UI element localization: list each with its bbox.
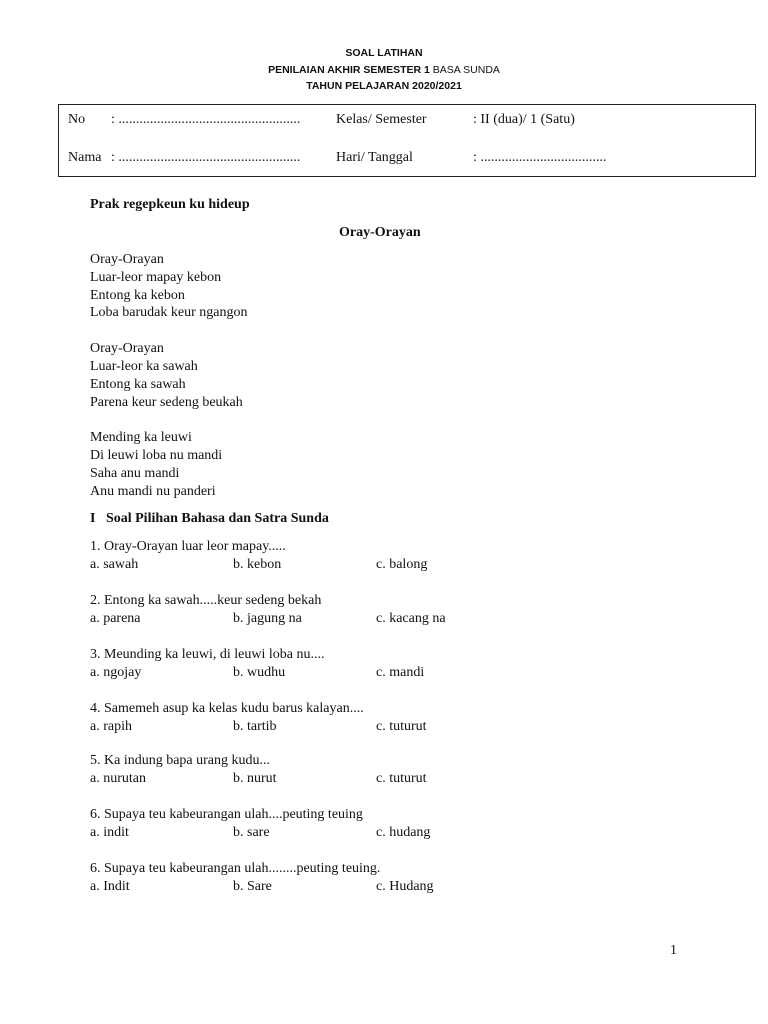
poem-line: Luar-leor ka sawah [90, 359, 198, 374]
section-title: I Soal Pilihan Bahasa dan Satra Sunda [90, 511, 329, 526]
header-subtitle-plain: BASA SUNDA [429, 64, 500, 76]
question-text: 6. Supaya teu kabeurangan ulah....peuting teuing [90, 807, 363, 822]
poem-line: Parena keur sedeng beukah [90, 395, 243, 410]
option-c: c. balong [376, 557, 428, 572]
option-a: a. sawah [90, 557, 139, 572]
poem-line: Mending ka leuwi [90, 430, 192, 445]
option-c: c. kacang na [376, 611, 446, 626]
option-b: b. sare [233, 825, 270, 840]
option-a: a. parena [90, 611, 141, 626]
question-text: 6. Supaya teu kabeurangan ulah........peuting teuing. [90, 861, 381, 876]
kelas-label: Kelas/ Semester [336, 112, 427, 127]
poem-line: Luar-leor mapay kebon [90, 270, 222, 285]
option-a: a. Indit [90, 879, 130, 894]
option-b: b. Sare [233, 879, 272, 894]
poem-line: Saha anu mandi [90, 466, 180, 481]
question-text: 2. Entong ka sawah.....keur sedeng bekah [90, 593, 322, 608]
kelas-value: : II (dua)/ 1 (Satu) [473, 112, 575, 127]
poem-line: Entong ka kebon [90, 288, 185, 303]
option-c: c. tuturut [376, 719, 427, 734]
poem-line: Loba barudak keur ngangon [90, 305, 248, 320]
question-text: 3. Meunding ka leuwi, di leuwi loba nu.... [90, 647, 325, 662]
option-c: c. Hudang [376, 879, 434, 894]
no-label: No [68, 112, 86, 127]
header-title: SOAL LATIHAN [345, 47, 423, 59]
question-text: 5. Ka indung bapa urang kudu... [90, 753, 271, 768]
option-a: a. ngojay [90, 665, 142, 680]
nama-field[interactable]: : .................................................... [111, 150, 301, 165]
option-b: b. tartib [233, 719, 277, 734]
question-text: 1. Oray-Orayan luar leor mapay..... [90, 539, 286, 554]
option-a: a. nurutan [90, 771, 146, 786]
option-c: c. hudang [376, 825, 431, 840]
poem-line: Anu mandi nu panderi [90, 484, 216, 499]
poem-line: Di leuwi loba nu mandi [90, 448, 223, 463]
poem-line: Oray-Orayan [90, 341, 164, 356]
no-field[interactable]: : .................................................... [111, 112, 301, 127]
header-subtitle-bold: PENILAIAN AKHIR SEMESTER 1 [268, 64, 430, 76]
option-b: b. kebon [233, 557, 282, 572]
option-a: a. indit [90, 825, 129, 840]
option-b: b. jagung na [233, 611, 302, 626]
instruction: Prak regepkeun ku hideup [90, 197, 250, 212]
option-b: b. wudhu [233, 665, 286, 680]
poem-title: Oray-Orayan [339, 225, 421, 240]
hari-label: Hari/ Tanggal [336, 150, 413, 165]
poem-line: Entong ka sawah [90, 377, 186, 392]
hari-field[interactable]: : .................................... [473, 150, 607, 165]
header-year: TAHUN PELAJARAN 2020/2021 [306, 80, 462, 92]
nama-label: Nama [68, 150, 102, 165]
option-a: a. rapih [90, 719, 132, 734]
option-b: b. nurut [233, 771, 277, 786]
page-number: 1 [670, 943, 677, 958]
poem-line: Oray-Orayan [90, 252, 164, 267]
header-subtitle [0, 64, 768, 76]
option-c: c. tuturut [376, 771, 427, 786]
question-text: 4. Samemeh asup ka kelas kudu barus kalayan.... [90, 701, 364, 716]
option-c: c. mandi [376, 665, 425, 680]
student-info-box [58, 104, 756, 177]
